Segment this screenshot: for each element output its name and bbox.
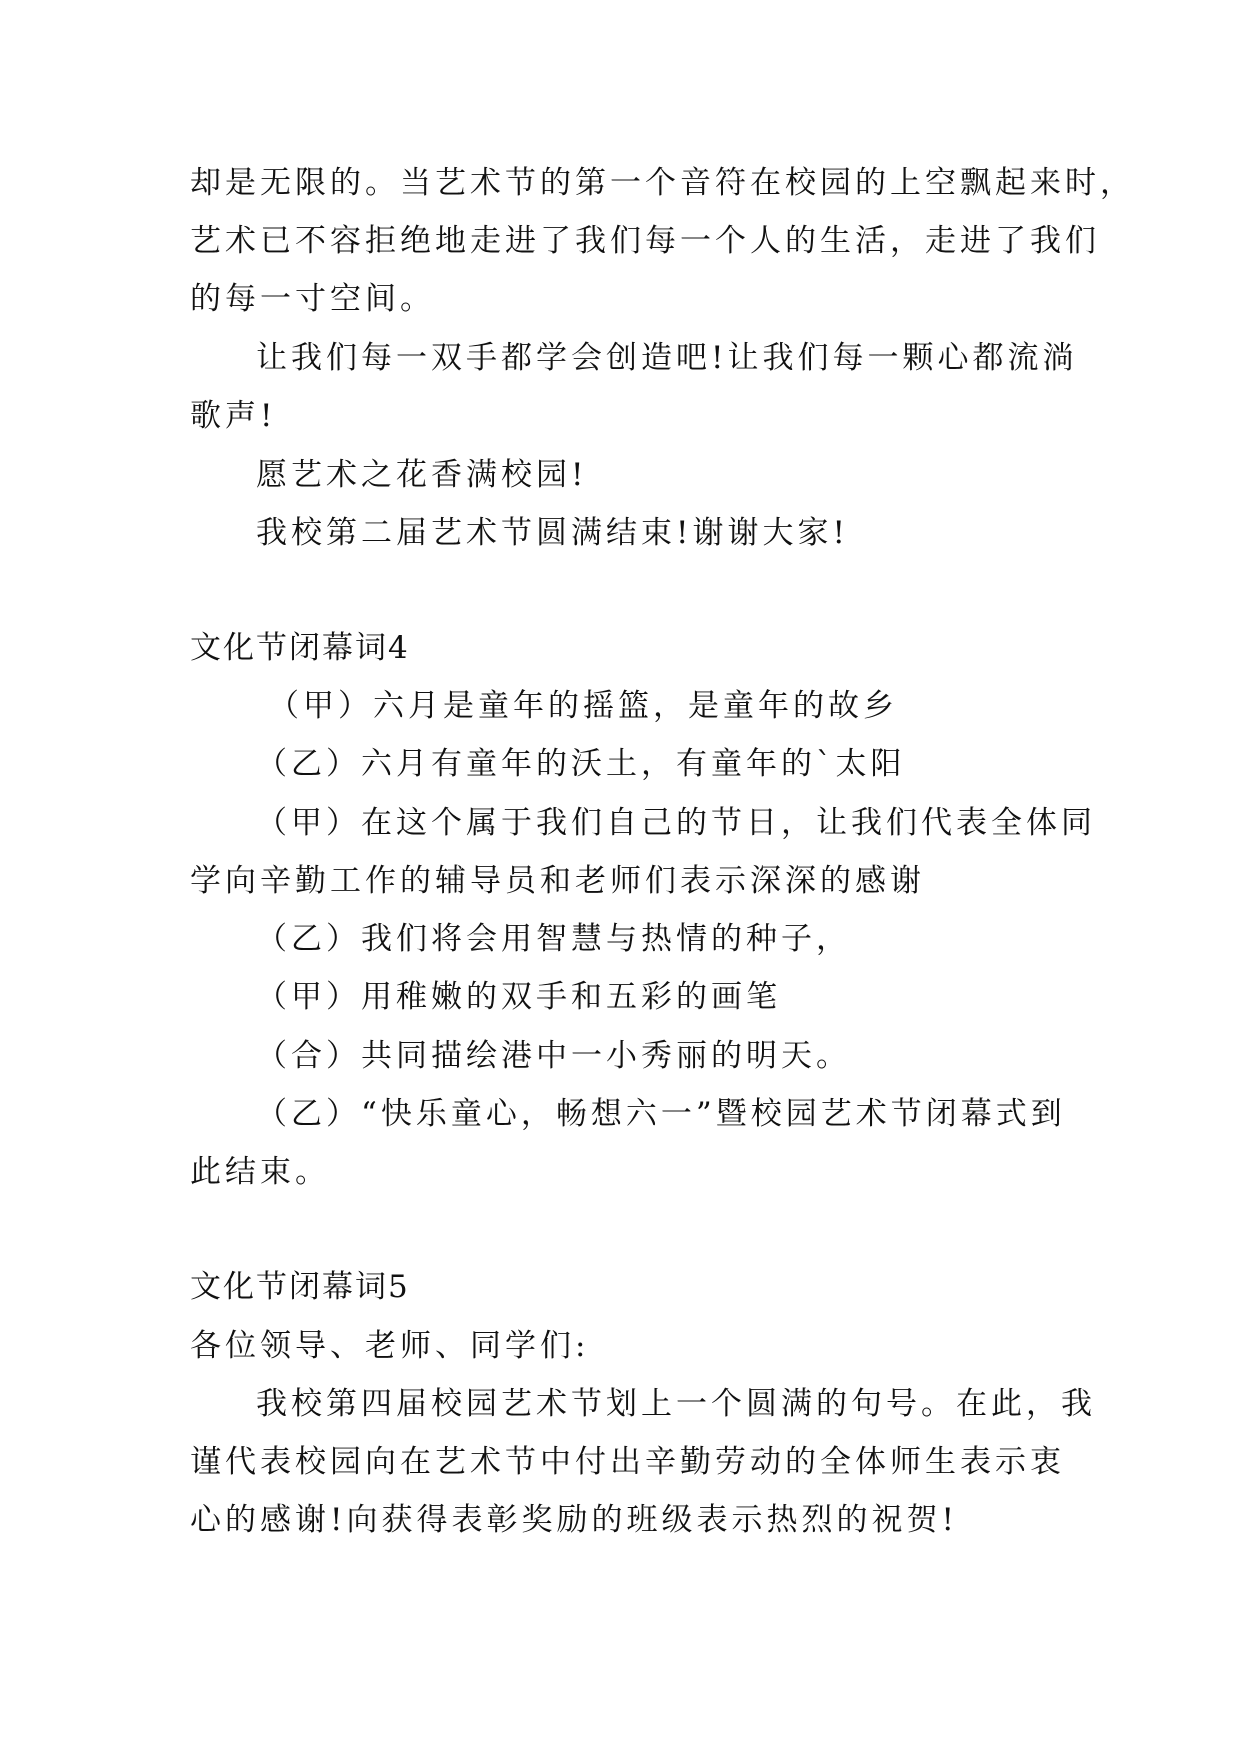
dialogue-line: （乙）我们将会用智慧与热情的种子， <box>256 921 851 957</box>
body-line: 愿艺术之花香满校园! <box>256 457 588 493</box>
dialogue-line: 此结束。 <box>190 1154 330 1190</box>
section-heading: 文化节闭幕词4 <box>190 630 410 666</box>
body-line: 却是无限的。当艺术节的第一个音符在校园的上空飘起来时， <box>190 165 1135 201</box>
body-line: 艺术已不容拒绝地走进了我们每一个人的生活，走进了我们 <box>190 223 1100 259</box>
dialogue-line: （乙）六月有童年的沃土，有童年的`太阳 <box>256 746 906 782</box>
dialogue-line: （甲）六月是童年的摇篮，是童年的故乡 <box>268 688 898 724</box>
body-line: 我校第四届校园艺术节划上一个圆满的句号。在此，我 <box>256 1386 1096 1422</box>
body-line: 我校第二届艺术节圆满结束!谢谢大家! <box>256 515 849 551</box>
dialogue-line: （乙）“快乐童心，畅想六一”暨校园艺术节闭幕式到 <box>256 1096 1066 1132</box>
section-heading: 文化节闭幕词5 <box>190 1269 410 1305</box>
body-line: 歌声! <box>190 398 277 434</box>
body-line: 谨代表校园向在艺术节中付出辛勤劳动的全体师生表示衷 <box>190 1444 1065 1480</box>
dialogue-line: （合）共同描绘港中一小秀丽的明天。 <box>256 1038 851 1074</box>
body-line: 的每一寸空间。 <box>190 281 435 317</box>
dialogue-line: （甲）在这个属于我们自己的节日，让我们代表全体同 <box>256 805 1096 841</box>
body-line: 让我们每一双手都学会创造吧!让我们每一颗心都流淌 <box>256 340 1078 376</box>
dialogue-line: 学向辛勤工作的辅导员和老师们表示深深的感谢 <box>190 863 925 899</box>
salutation: 各位领导、老师、同学们: <box>190 1328 590 1364</box>
body-line: 心的感谢!向获得表彰奖励的班级表示热烈的祝贺! <box>190 1502 958 1538</box>
dialogue-line: （甲）用稚嫩的双手和五彩的画笔 <box>256 979 781 1015</box>
